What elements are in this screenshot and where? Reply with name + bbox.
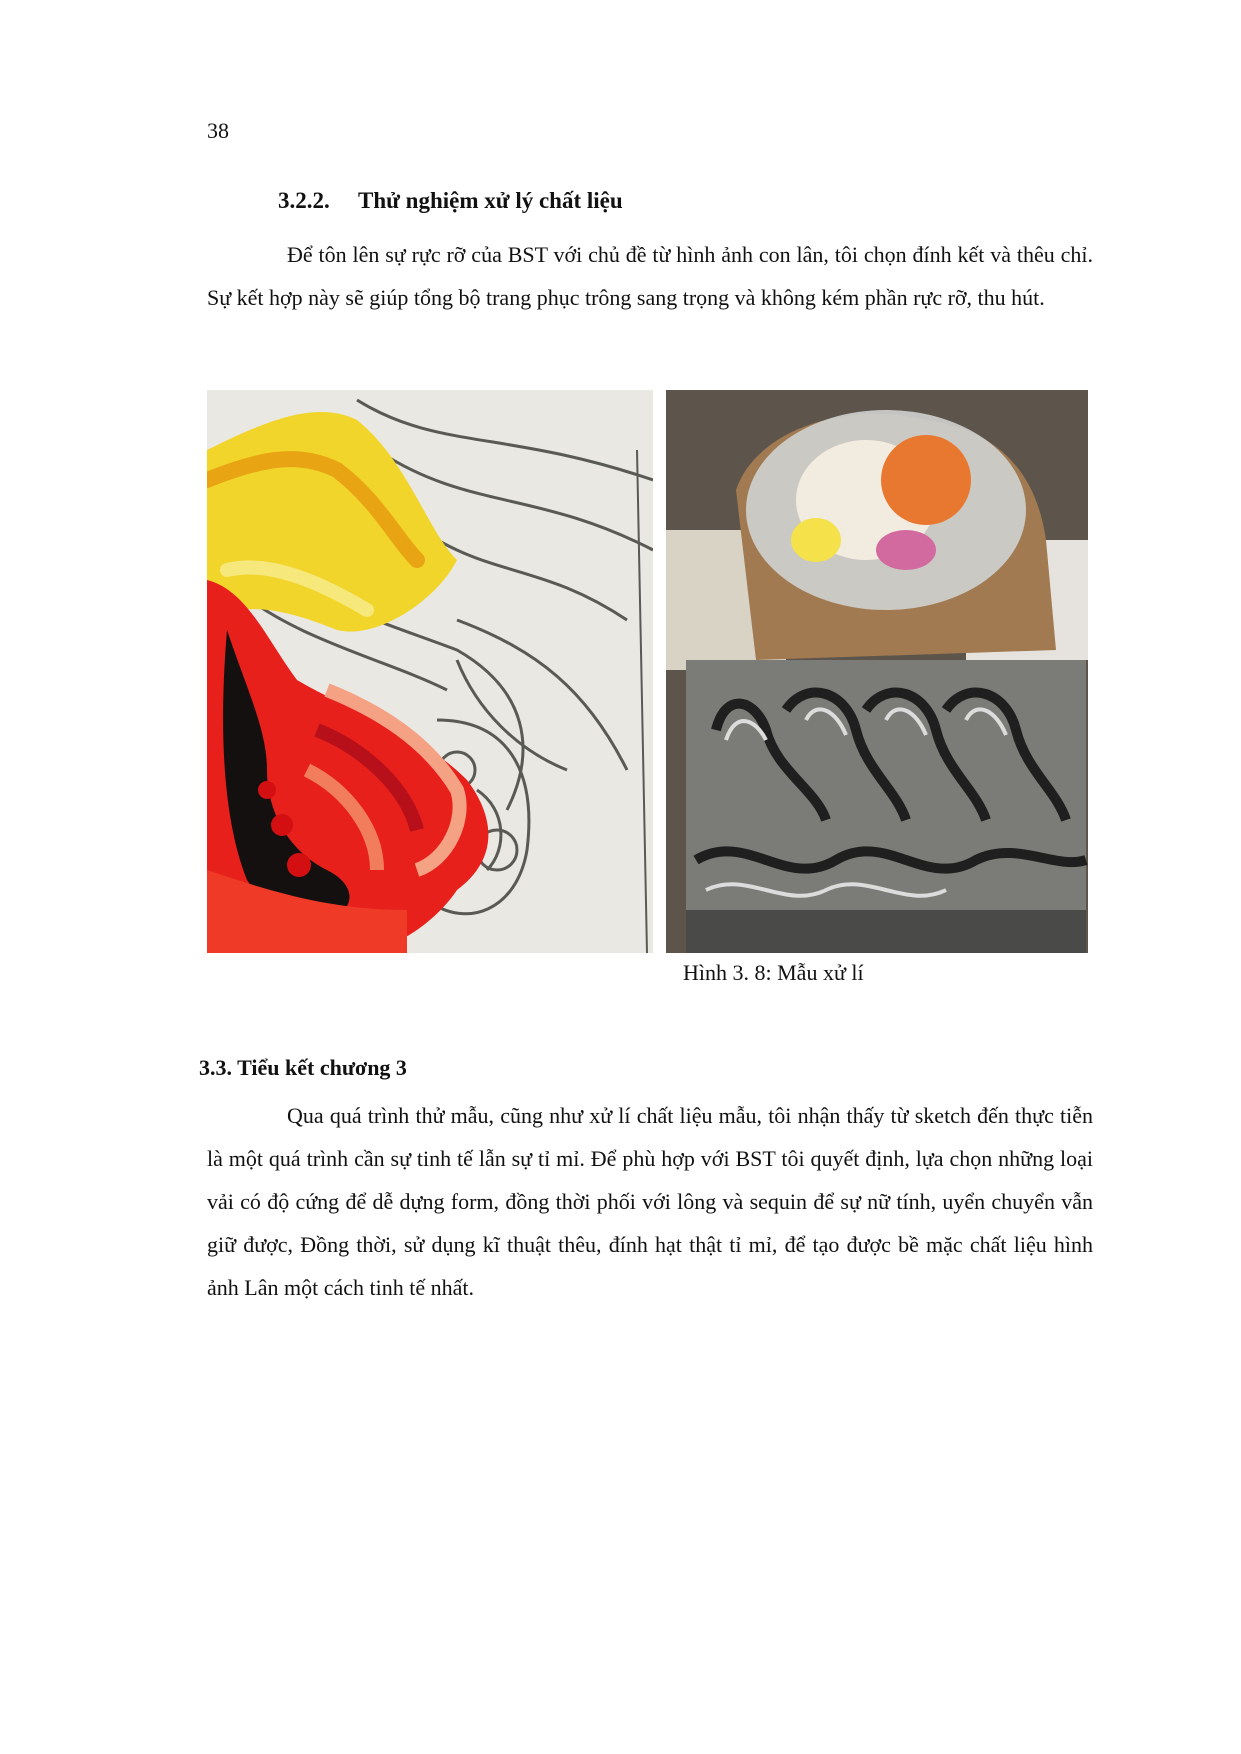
intro-paragraph: Để tôn lên sự rực rỡ của BST với chủ đề từ hình ảnh con lân, tôi chọn đính kết và thêu chỉ. Sự kết hợp này sẽ giúp tổng bộ trang phục trông sang trọng và không kém phần rực rỡ, thu hút. <box>207 242 1093 310</box>
section-heading <box>278 188 623 214</box>
section-number: 3.2.2. <box>278 188 330 213</box>
conclusion-paragraph: Qua quá trình thử mẫu, cũng như xử lí chất liệu mẫu, tôi nhận thấy từ sketch đến thực tiễn là một quá trình cần sự tinh tế lẫn sự tỉ mỉ. Để phù hợp với BST tôi quyết định, lựa chọn những loại vải có độ cứng để dễ dựng form, đồng thời phối với lông và sequin để sự nữ tính, uyển chuyển vẫn giữ được, Đồng thời, sử dụng kĩ thuật thêu, đính hạt thật tỉ mỉ, để tạo được bề mặc chất liệu hình ảnh Lân một cách tinh tế nhất. <box>207 1103 1093 1300</box>
embroidery-sample-photo <box>207 390 653 953</box>
section-title: Thử nghiệm xử lý chất liệu <box>358 188 623 213</box>
subsection-heading: 3.3. Tiểu kết chương 3 <box>199 1055 407 1080</box>
figure-caption: Hình 3. 8: Mẫu xử lí <box>683 960 864 985</box>
page-number: 38 <box>207 118 229 143</box>
material-process-photo <box>666 390 1088 953</box>
